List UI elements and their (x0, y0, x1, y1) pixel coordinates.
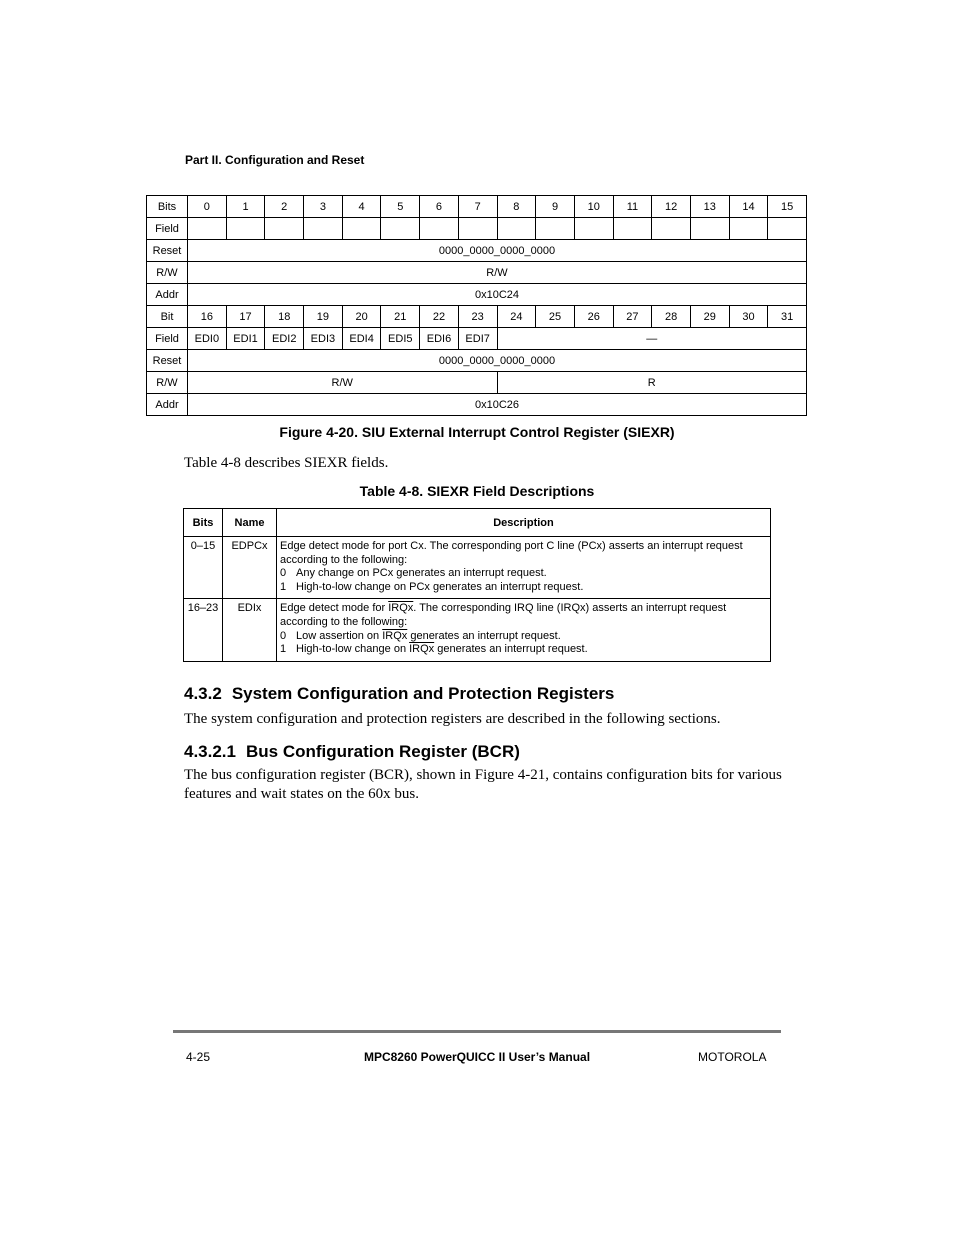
bit-number: 28 (652, 306, 691, 328)
field-cell (613, 218, 652, 240)
field-cell (652, 218, 691, 240)
bit-number: 4 (342, 196, 381, 218)
lower-bits-row (147, 306, 807, 328)
item-number: 0 (280, 629, 287, 642)
page-number: 4-25 (186, 1050, 211, 1064)
field-cell (188, 218, 227, 240)
field-description-table (183, 508, 771, 662)
intro-paragraph: Table 4-8 describes SIEXR fields. (184, 455, 389, 471)
row-label: Field (147, 218, 188, 240)
section-heading-4-3-2-1 (184, 742, 520, 762)
bit-number: 12 (652, 196, 691, 218)
field-cell (536, 218, 575, 240)
table-header-row (184, 509, 771, 537)
bit-number: 27 (613, 306, 652, 328)
rw-value: R/W (188, 262, 807, 284)
text-run: generates an interrupt request. (407, 629, 561, 642)
field-edi1: EDI1 (226, 328, 265, 350)
reserved-field: — (497, 328, 807, 350)
bit-number: 19 (304, 306, 343, 328)
table-row (184, 599, 771, 661)
row-label: Reset (147, 350, 188, 372)
field-cell (729, 218, 768, 240)
bit-number: 8 (497, 196, 536, 218)
lower-addr-row (147, 394, 807, 416)
upper-reset-row (147, 240, 807, 262)
field-edi4: EDI4 (342, 328, 381, 350)
row-label: Field (147, 328, 188, 350)
bit-number: 24 (497, 306, 536, 328)
field-cell (497, 218, 536, 240)
item-text: High-to-low change on PCx generates an interrupt request. (296, 580, 584, 593)
row-label: Reset (147, 240, 188, 262)
part-header: Part II. Configuration and Reset (185, 153, 365, 167)
row-label: Bits (147, 196, 188, 218)
row-bits: 0–15 (184, 537, 223, 599)
section-title: System Configuration and Protection Registers (231, 684, 615, 703)
table-caption: Table 4-8. SIEXR Field Descriptions (359, 483, 595, 499)
bit-number: 6 (420, 196, 459, 218)
item-text: Any change on PCx generates an interrupt request. (296, 567, 547, 580)
row-bits: 16–23 (184, 599, 223, 661)
field-edi2: EDI2 (265, 328, 304, 350)
section-number: 4.3.2 (184, 684, 222, 703)
bit-number: 11 (613, 196, 652, 218)
section-number: 4.3.2.1 (184, 742, 236, 761)
field-cell (381, 218, 420, 240)
bit-number: 17 (226, 306, 265, 328)
row-name: EDIx (223, 599, 277, 661)
header-description: Description (277, 509, 771, 537)
field-cell (342, 218, 381, 240)
bit-number: 13 (690, 196, 729, 218)
description-line: according to the following: (280, 553, 408, 566)
bit-number: 9 (536, 196, 575, 218)
reset-value: 0000_0000_0000_0000 (188, 240, 807, 262)
row-label: Addr (147, 284, 188, 306)
addr-value: 0x10C26 (188, 394, 807, 416)
section-paragraph: The bus configuration register (BCR), shown in Figure 4-21, contains configuration bits for various features and wait states on the 60x bus. (184, 767, 782, 802)
row-description (277, 599, 771, 661)
field-cell (304, 218, 343, 240)
footer-rule (173, 1030, 781, 1033)
text-run: generates an interrupt request. (434, 643, 588, 656)
bit-number: 0 (188, 196, 227, 218)
bit-number: 22 (420, 306, 459, 328)
upper-rw-row (147, 262, 807, 284)
section-paragraph: The system configuration and protection registers are described in the following sections. (184, 711, 721, 727)
item-number: 0 (280, 567, 287, 580)
register-diagram (146, 195, 807, 416)
bit-number: 16 (188, 306, 227, 328)
figure-caption: Figure 4-20. SIU External Interrupt Control Register (SIEXR) (279, 424, 675, 440)
field-cell (768, 218, 807, 240)
description-item (280, 581, 767, 595)
bit-number: 14 (729, 196, 768, 218)
field-edi7: EDI7 (458, 328, 497, 350)
row-label: R/W (147, 262, 188, 284)
signal-name-irqx: IRQx (409, 643, 435, 656)
field-cell (574, 218, 613, 240)
bit-number: 20 (342, 306, 381, 328)
rw-value-edi: R/W (188, 372, 498, 394)
description-item (280, 630, 767, 644)
description-line: according to the following: (280, 615, 408, 628)
field-cell (420, 218, 459, 240)
bit-number: 1 (226, 196, 265, 218)
row-name: EDPCx (223, 537, 277, 599)
field-cell (690, 218, 729, 240)
bit-number: 15 (768, 196, 807, 218)
signal-name-irqx: IRQx (388, 602, 414, 615)
bit-number: 29 (690, 306, 729, 328)
text-run: Low assertion on (296, 629, 383, 642)
item-number: 1 (280, 643, 287, 656)
table-row (184, 537, 771, 599)
field-edi0: EDI0 (188, 328, 227, 350)
lower-field-row (147, 328, 807, 350)
bit-number: 5 (381, 196, 420, 218)
vendor-name: MOTOROLA (698, 1050, 767, 1064)
row-label: Addr (147, 394, 188, 416)
manual-title: MPC8260 PowerQUICC II User’s Manual (363, 1050, 591, 1064)
upper-field-row (147, 218, 807, 240)
row-label: Bit (147, 306, 188, 328)
field-edi5: EDI5 (381, 328, 420, 350)
bit-number: 23 (458, 306, 497, 328)
bit-number: 3 (304, 196, 343, 218)
field-edi6: EDI6 (420, 328, 459, 350)
bit-number: 21 (381, 306, 420, 328)
item-number: 1 (280, 580, 287, 593)
description-item (280, 643, 767, 657)
text-run: . The corresponding IRQ line (IRQx) asserts an interrupt request (413, 602, 727, 615)
bit-number: 10 (574, 196, 613, 218)
row-label: R/W (147, 372, 188, 394)
field-cell (265, 218, 304, 240)
bit-number: 31 (768, 306, 807, 328)
header-name: Name (223, 509, 277, 537)
upper-bits-row (147, 196, 807, 218)
description-line: Edge detect mode for port Cx. The corresponding port C line (PCx) asserts an interrupt request (280, 540, 743, 552)
bit-number: 25 (536, 306, 575, 328)
field-edi3: EDI3 (304, 328, 343, 350)
bit-number: 30 (729, 306, 768, 328)
signal-name-irqx: IRQx (382, 629, 408, 642)
header-bits: Bits (184, 509, 223, 537)
text-run: Edge detect mode for (280, 602, 389, 615)
bit-number: 26 (574, 306, 613, 328)
description-line (280, 602, 767, 616)
lower-reset-row (147, 350, 807, 372)
bit-number: 2 (265, 196, 304, 218)
section-heading-4-3-2 (184, 684, 614, 704)
addr-value: 0x10C24 (188, 284, 807, 306)
section-title: Bus Configuration Register (BCR) (246, 742, 520, 761)
bit-number: 18 (265, 306, 304, 328)
lower-rw-row (147, 372, 807, 394)
upper-addr-row (147, 284, 807, 306)
row-description (277, 537, 771, 599)
description-item (280, 567, 767, 581)
bit-number: 7 (458, 196, 497, 218)
reset-value: 0000_0000_0000_0000 (188, 350, 807, 372)
field-cell (226, 218, 265, 240)
text-run: High-to-low change on (296, 643, 410, 656)
rw-value-reserved: R (497, 372, 807, 394)
field-cell (458, 218, 497, 240)
